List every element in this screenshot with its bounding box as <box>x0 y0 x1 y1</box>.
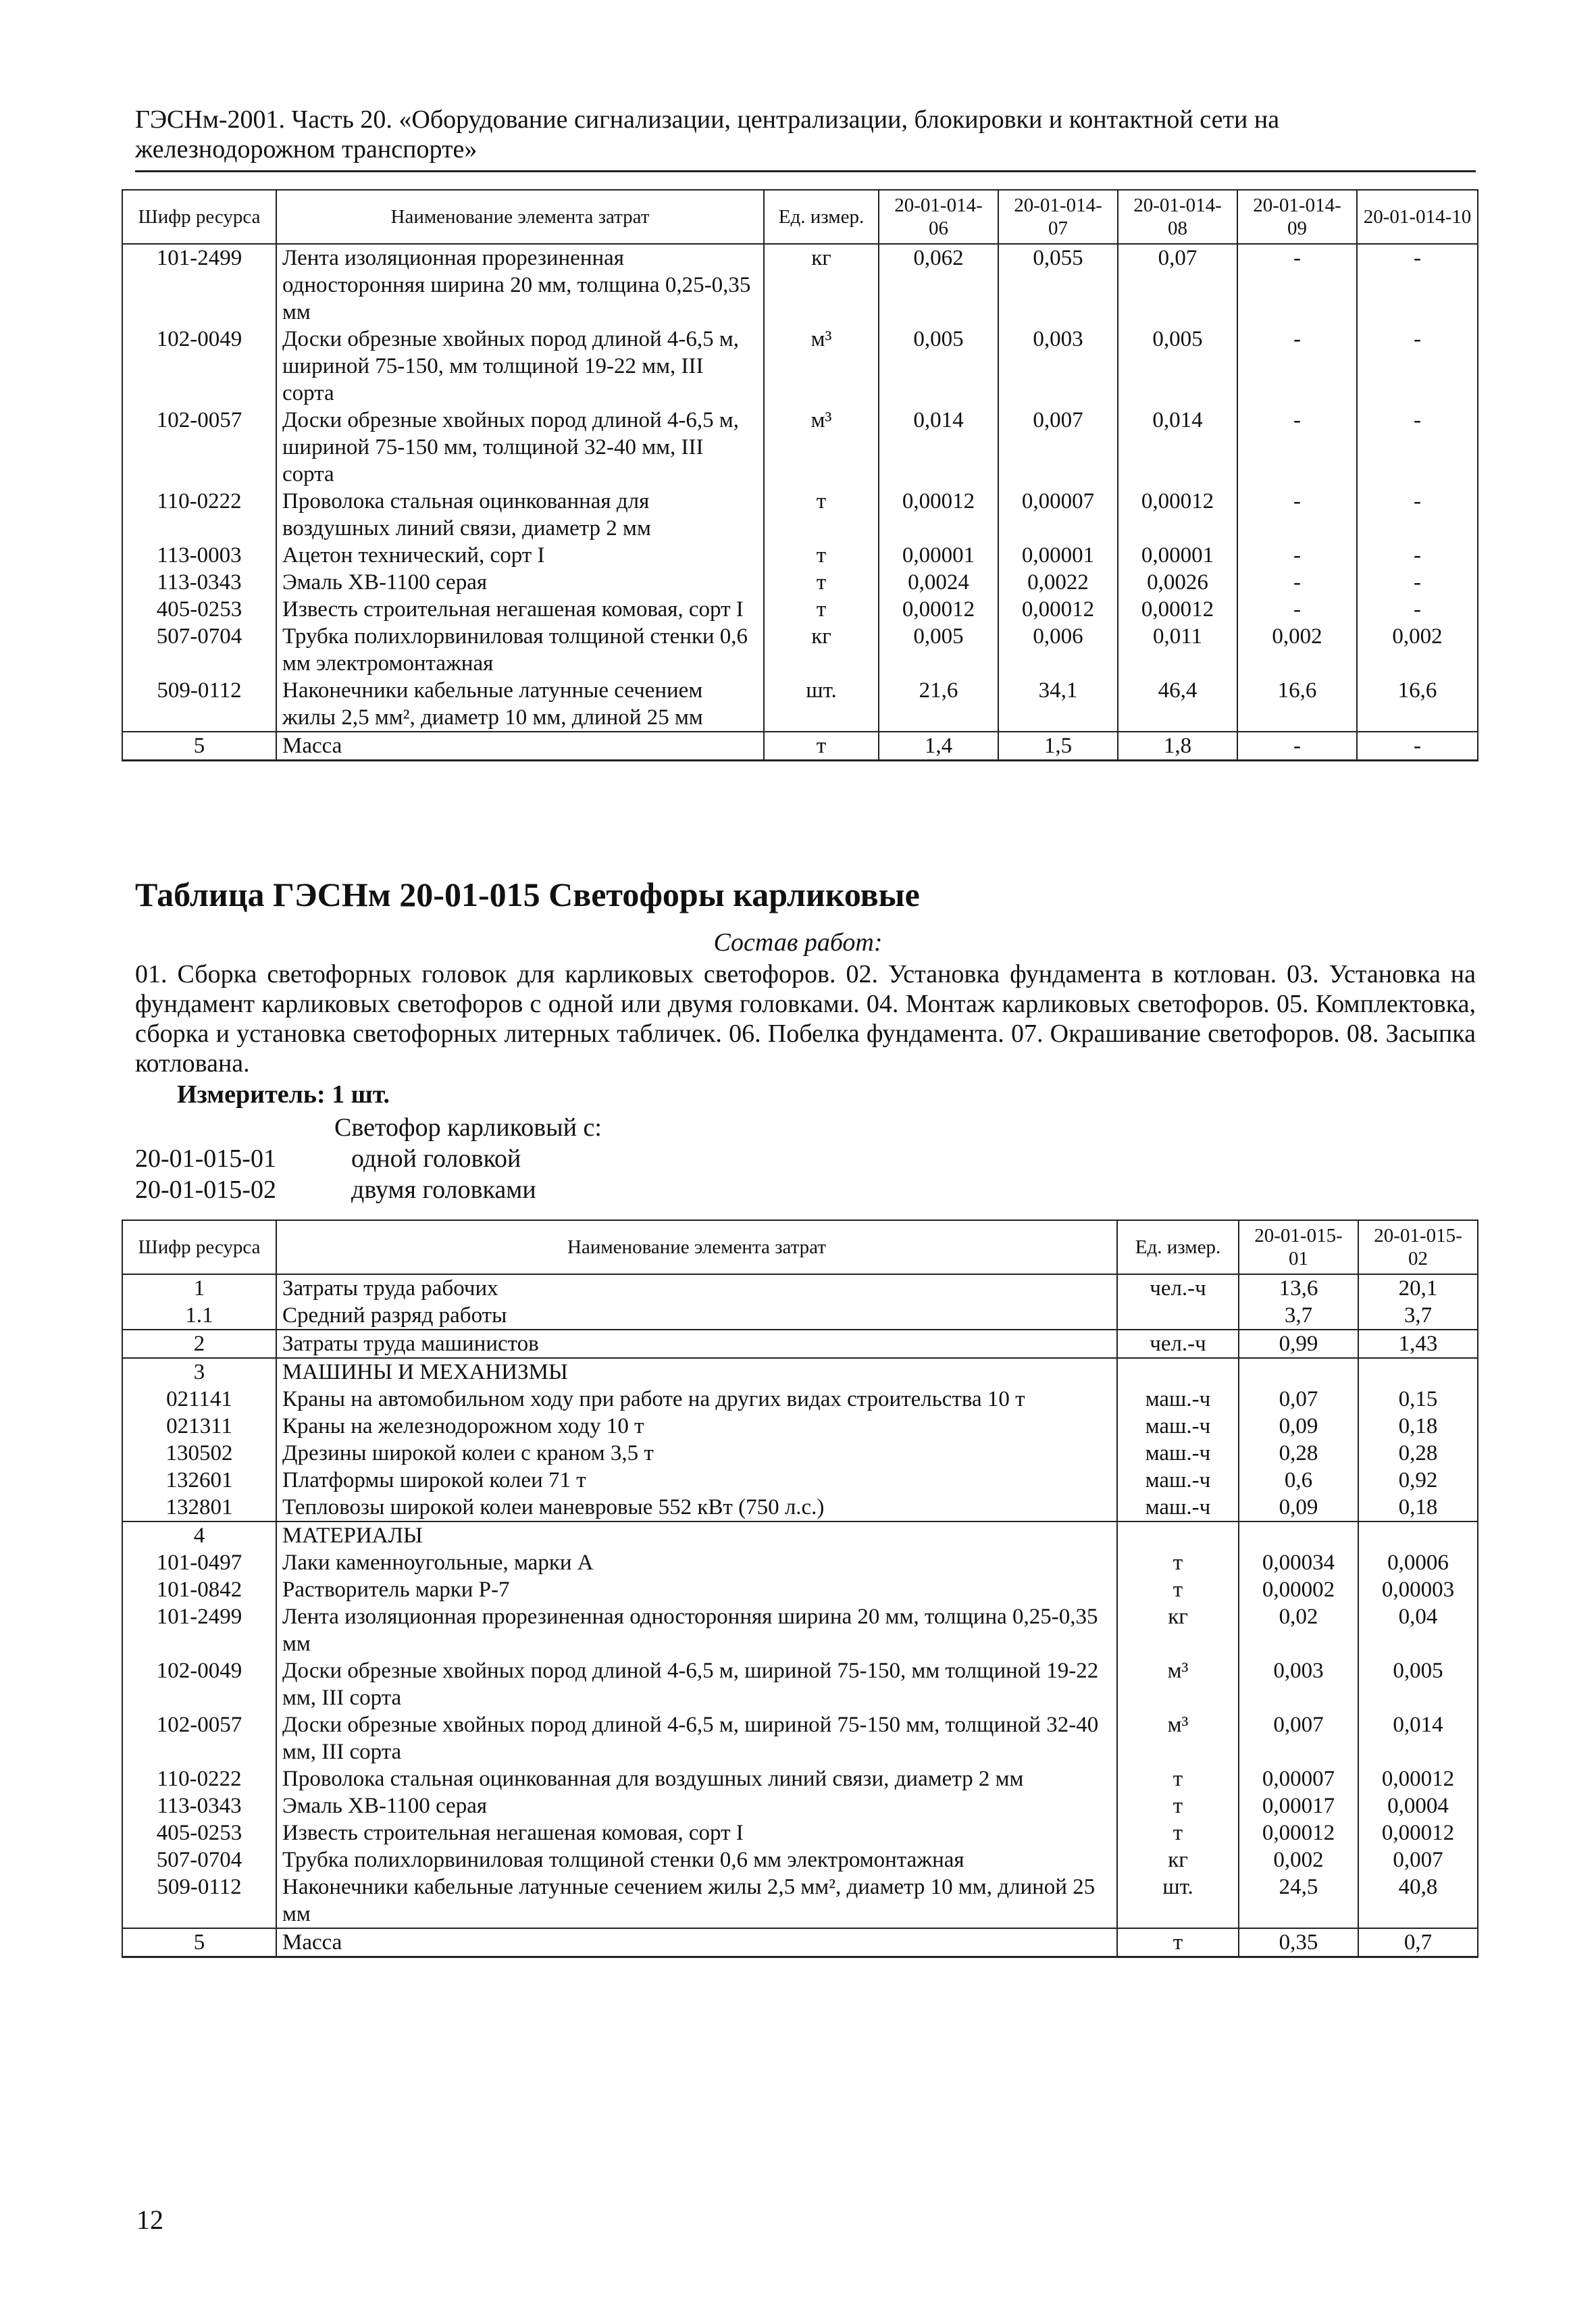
header-line-1: ГЭСНм-2001. Часть 20. «Оборудование сигнализации, централизации, блокировки и контактной сети на <box>135 105 1280 134</box>
row-code: 2 <box>122 1330 276 1358</box>
table-row <box>122 1386 1478 1413</box>
resource-table-014 <box>122 189 1478 761</box>
row-code: 113-0343 <box>122 569 276 596</box>
row-value: 0,00012 <box>1358 1765 1478 1792</box>
row-name: Масса <box>276 732 764 761</box>
table-row <box>122 244 1478 326</box>
row-value: 0,0022 <box>998 569 1118 596</box>
row-name: Проволока стальная оцинкованная для воздушных линий связи, диаметр 2 мм <box>276 1765 1117 1792</box>
row-value: - <box>1357 542 1478 569</box>
row-value: 0,00001 <box>879 542 998 569</box>
row-unit: т <box>1117 1928 1239 1957</box>
row-unit: м³ <box>1117 1711 1239 1765</box>
col-header-val: 20-01-015-02 <box>1358 1220 1478 1274</box>
row-unit: шт. <box>1117 1873 1239 1928</box>
row-value: - <box>1357 732 1478 761</box>
page-number: 12 <box>136 2205 163 2235</box>
row-name: Растворитель марки Р-7 <box>276 1576 1117 1603</box>
row-code: 3 <box>122 1358 276 1386</box>
resource-table-015 <box>122 1219 1478 1958</box>
row-value: 0,005 <box>879 326 998 407</box>
row-value: 0,0024 <box>879 569 998 596</box>
table-row <box>122 596 1478 623</box>
table-row <box>122 1467 1478 1494</box>
row-name: Лаки каменноугольные, марки А <box>276 1549 1117 1576</box>
row-value: - <box>1357 596 1478 623</box>
table-row <box>122 1603 1478 1657</box>
table-row <box>122 407 1478 488</box>
variant-row <box>135 1175 536 1205</box>
col-header-code: Шифр ресурса <box>122 1220 276 1274</box>
row-unit: т <box>1117 1792 1239 1819</box>
variant-label: двумя головками <box>351 1176 536 1204</box>
table-row <box>122 488 1478 542</box>
row-value: - <box>1237 542 1357 569</box>
empty-cell <box>1117 1358 1239 1386</box>
row-unit: кг <box>1117 1846 1239 1873</box>
row-value: 0,15 <box>1358 1386 1478 1413</box>
col-header-name: Наименование элемента затрат <box>276 190 764 244</box>
variant-label: одной головкой <box>351 1145 521 1173</box>
svetofor-caption: Светофор карликовый с: <box>334 1113 602 1142</box>
table-row <box>122 1765 1478 1792</box>
row-value: 16,6 <box>1357 677 1478 732</box>
row-value: 0,00012 <box>1239 1819 1358 1846</box>
row-name: МАТЕРИАЛЫ <box>276 1521 1117 1549</box>
row-name: МАШИНЫ И МЕХАНИЗМЫ <box>276 1358 1117 1386</box>
row-unit: чел.-ч <box>1117 1274 1239 1302</box>
row-value: - <box>1357 569 1478 596</box>
row-value: - <box>1357 488 1478 542</box>
page-header <box>135 105 1476 164</box>
row-value: 0,28 <box>1239 1440 1358 1467</box>
row-unit: т <box>1117 1576 1239 1603</box>
row-name: Наконечники кабельные латунные сечением жилы 2,5 мм², диаметр 10 мм, длиной 25 мм <box>276 1873 1117 1928</box>
row-unit: м³ <box>1117 1657 1239 1711</box>
row-value: 1,43 <box>1358 1330 1478 1358</box>
row-value: - <box>1237 326 1357 407</box>
col-header-val: 20-01-014-09 <box>1237 190 1357 244</box>
row-code: 507-0704 <box>122 623 276 677</box>
row-unit: чел.-ч <box>1117 1330 1239 1358</box>
table-header-row <box>122 190 1478 244</box>
row-name: Затраты труда машинистов <box>276 1330 1117 1358</box>
row-value: 0,011 <box>1118 623 1237 677</box>
row-value: - <box>1357 326 1478 407</box>
table-row <box>122 732 1478 761</box>
row-code: 4 <box>122 1521 276 1549</box>
row-value: 1,4 <box>879 732 998 761</box>
row-unit: т <box>1117 1819 1239 1846</box>
row-unit: т <box>1117 1765 1239 1792</box>
row-value: 0,00002 <box>1239 1576 1358 1603</box>
empty-cell <box>1358 1358 1478 1386</box>
row-unit: кг <box>764 623 879 677</box>
row-code: 110-0222 <box>122 1765 276 1792</box>
table-row <box>122 1873 1478 1928</box>
row-value: 0,04 <box>1358 1603 1478 1657</box>
row-value: 0,0026 <box>1118 569 1237 596</box>
row-value: 0,00012 <box>1118 488 1237 542</box>
table-body <box>122 244 1478 761</box>
table-row <box>122 1792 1478 1819</box>
row-code: 509-0112 <box>122 1873 276 1928</box>
row-name: Масса <box>276 1928 1117 1957</box>
row-unit: кг <box>764 244 879 326</box>
row-value: 0,00012 <box>998 596 1118 623</box>
row-value: 21,6 <box>879 677 998 732</box>
row-code: 101-0497 <box>122 1549 276 1576</box>
row-value: 0,00007 <box>998 488 1118 542</box>
row-value: 0,7 <box>1358 1928 1478 1957</box>
row-unit: м³ <box>764 407 879 488</box>
row-name: Тепловозы широкой колеи маневровые 552 кВт (750 л.с.) <box>276 1494 1117 1521</box>
col-header-unit: Ед. измер. <box>764 190 879 244</box>
table-header-row <box>122 1220 1478 1274</box>
row-unit: маш.-ч <box>1117 1467 1239 1494</box>
variant-row <box>135 1144 521 1174</box>
row-code: 507-0704 <box>122 1846 276 1873</box>
row-code: 1 <box>122 1274 276 1302</box>
row-value: 0,007 <box>1239 1711 1358 1765</box>
col-header-val: 20-01-014-06 <box>879 190 998 244</box>
row-unit: м³ <box>764 326 879 407</box>
row-value: 0,92 <box>1358 1467 1478 1494</box>
table-row <box>122 1302 1478 1330</box>
row-code: 101-2499 <box>122 244 276 326</box>
row-code: 102-0049 <box>122 1657 276 1711</box>
row-value: 0,062 <box>879 244 998 326</box>
row-value: 0,0006 <box>1358 1549 1478 1576</box>
row-unit: маш.-ч <box>1117 1440 1239 1467</box>
col-header-val: 20-01-014-08 <box>1118 190 1237 244</box>
row-value: 0,00007 <box>1239 1765 1358 1792</box>
row-name: Лента изоляционная прорезиненная односторонняя ширина 20 мм, толщина 0,25-0,35 мм <box>276 244 764 326</box>
row-value: - <box>1237 244 1357 326</box>
row-value: 0,003 <box>998 326 1118 407</box>
row-value: 0,002 <box>1237 623 1357 677</box>
row-value: 0,00001 <box>1118 542 1237 569</box>
row-value: 0,007 <box>998 407 1118 488</box>
table-row <box>122 1330 1478 1358</box>
row-value: - <box>1237 407 1357 488</box>
row-value: 0,00012 <box>1118 596 1237 623</box>
row-code: 132801 <box>122 1494 276 1521</box>
row-value: 1,5 <box>998 732 1118 761</box>
row-value: 0,07 <box>1239 1386 1358 1413</box>
empty-cell <box>1239 1358 1358 1386</box>
row-value: 0,014 <box>1118 407 1237 488</box>
row-code: 021141 <box>122 1386 276 1413</box>
row-value: 0,002 <box>1357 623 1478 677</box>
header-rule <box>135 170 1476 172</box>
row-code: 405-0253 <box>122 1819 276 1846</box>
works-description: 01. Сборка светофорных головок для карликовых светофоров. 02. Установка фундамента в котлован. 03. Установка на фундамент карликовых светофоров с одной или двумя головками. 04. Монтаж карликовых светофоров. 05. Комплектовка, сборка и установка светофорных литерных табличек. 06. Побелка фундамента. 07. Окрашивание светофоров. 08. Засыпка котлована. <box>135 960 1476 1078</box>
row-name: Трубка полихлорвиниловая толщиной стенки 0,6 мм электромонтажная <box>276 623 764 677</box>
row-code: 405-0253 <box>122 596 276 623</box>
row-value: 0,005 <box>1358 1657 1478 1711</box>
row-code: 021311 <box>122 1413 276 1440</box>
row-value: 0,00003 <box>1358 1576 1478 1603</box>
row-name: Дрезины широкой колеи с краном 3,5 т <box>276 1440 1117 1467</box>
table-row <box>122 1358 1478 1386</box>
row-value: - <box>1237 732 1357 761</box>
row-value: 0,6 <box>1239 1467 1358 1494</box>
row-value: 3,7 <box>1239 1302 1358 1330</box>
row-value: 40,8 <box>1358 1873 1478 1928</box>
col-header-unit: Ед. измер. <box>1117 1220 1239 1274</box>
row-name: Доски обрезные хвойных пород длиной 4-6,5 м, шириной 75-150 мм, толщиной 32-40 мм, III сорта <box>276 1711 1117 1765</box>
row-name: Эмаль ХВ-1100 серая <box>276 569 764 596</box>
row-unit: шт. <box>764 677 879 732</box>
row-value: 0,18 <box>1358 1413 1478 1440</box>
row-name: Краны на автомобильном ходу при работе на других видах строительства 10 т <box>276 1386 1117 1413</box>
row-name: Доски обрезные хвойных пород длиной 4-6,5 м, шириной 75-150, мм толщиной 19-22 мм, III сорта <box>276 1657 1117 1711</box>
row-unit: маш.-ч <box>1117 1413 1239 1440</box>
row-name: Эмаль ХВ-1100 серая <box>276 1792 1117 1819</box>
row-value: 46,4 <box>1118 677 1237 732</box>
row-unit: т <box>764 596 879 623</box>
row-unit: т <box>764 488 879 542</box>
row-value: 3,7 <box>1358 1302 1478 1330</box>
row-value: - <box>1357 407 1478 488</box>
row-name: Известь строительная негашеная комовая, сорт I <box>276 596 764 623</box>
row-value: 13,6 <box>1239 1274 1358 1302</box>
row-name: Средний разряд работы <box>276 1302 1117 1330</box>
table-row <box>122 1711 1478 1765</box>
row-name: Доски обрезные хвойных пород длиной 4-6,5 м, шириной 75-150, мм толщиной 19-22 мм, III сорта <box>276 326 764 407</box>
row-value: - <box>1357 244 1478 326</box>
col-header-name: Наименование элемента затрат <box>276 1220 1117 1274</box>
row-code: 110-0222 <box>122 488 276 542</box>
table-row <box>122 326 1478 407</box>
row-code: 130502 <box>122 1440 276 1467</box>
row-code: 5 <box>122 1928 276 1957</box>
row-name: Затраты труда рабочих <box>276 1274 1117 1302</box>
row-value: 0,007 <box>1358 1846 1478 1873</box>
row-code: 102-0057 <box>122 407 276 488</box>
table-row <box>122 1413 1478 1440</box>
row-value: 0,09 <box>1239 1494 1358 1521</box>
row-code: 102-0057 <box>122 1711 276 1765</box>
row-value: 0,18 <box>1358 1494 1478 1521</box>
variant-code: 20-01-015-02 <box>135 1176 276 1204</box>
row-value: 0,00001 <box>998 542 1118 569</box>
row-value: 24,5 <box>1239 1873 1358 1928</box>
row-code: 1.1 <box>122 1302 276 1330</box>
row-value: 0,00012 <box>1358 1819 1478 1846</box>
row-unit: т <box>764 732 879 761</box>
row-value: 0,02 <box>1239 1603 1358 1657</box>
header-line-2: железнодорожном транспорте» <box>135 135 478 164</box>
col-header-val: 20-01-014-10 <box>1357 190 1478 244</box>
row-name: Трубка полихлорвиниловая толщиной стенки 0,6 мм электромонтажная <box>276 1846 1117 1873</box>
works-subtitle: Состав работ: <box>713 928 883 957</box>
row-value: 0,003 <box>1239 1657 1358 1711</box>
table-row <box>122 1440 1478 1467</box>
empty-cell <box>1117 1521 1239 1549</box>
row-value: 34,1 <box>998 677 1118 732</box>
row-value: 20,1 <box>1358 1274 1478 1302</box>
row-value: 0,005 <box>879 623 998 677</box>
row-value: - <box>1237 569 1357 596</box>
row-code: 5 <box>122 732 276 761</box>
row-name: Краны на железнодорожном ходу 10 т <box>276 1413 1117 1440</box>
table-row <box>122 1846 1478 1873</box>
section-title: Таблица ГЭСНм 20-01-015 Светофоры карликовые <box>135 876 920 913</box>
variant-code: 20-01-015-01 <box>135 1145 276 1173</box>
row-value: - <box>1237 596 1357 623</box>
col-header-val: 20-01-014-07 <box>998 190 1118 244</box>
row-value: 0,09 <box>1239 1413 1358 1440</box>
row-name: Платформы широкой колеи 71 т <box>276 1467 1117 1494</box>
row-value: 0,014 <box>879 407 998 488</box>
table-body <box>122 1274 1478 1957</box>
row-unit: маш.-ч <box>1117 1386 1239 1413</box>
row-code: 509-0112 <box>122 677 276 732</box>
col-header-code: Шифр ресурса <box>122 190 276 244</box>
row-unit: кг <box>1117 1603 1239 1657</box>
table-row <box>122 1819 1478 1846</box>
row-name: Ацетон технический, сорт I <box>276 542 764 569</box>
table-row <box>122 1576 1478 1603</box>
table-row <box>122 623 1478 677</box>
row-value: 0,00012 <box>879 488 998 542</box>
row-value: 0,99 <box>1239 1330 1358 1358</box>
table-row <box>122 569 1478 596</box>
row-name: Наконечники кабельные латунные сечением жилы 2,5 мм², диаметр 10 мм, длиной 25 мм <box>276 677 764 732</box>
empty-cell <box>1358 1521 1478 1549</box>
row-unit <box>1117 1302 1239 1330</box>
row-value: 0,00012 <box>879 596 998 623</box>
row-value: 16,6 <box>1237 677 1357 732</box>
row-value: 0,014 <box>1358 1711 1478 1765</box>
row-name: Доски обрезные хвойных пород длиной 4-6,5 м, шириной 75-150 мм, толщиной 32-40 мм, III сорта <box>276 407 764 488</box>
row-code: 101-2499 <box>122 1603 276 1657</box>
row-unit: т <box>1117 1549 1239 1576</box>
col-header-val: 20-01-015-01 <box>1239 1220 1358 1274</box>
table-row <box>122 1657 1478 1711</box>
row-code: 113-0003 <box>122 542 276 569</box>
row-unit: маш.-ч <box>1117 1494 1239 1521</box>
empty-cell <box>1239 1521 1358 1549</box>
row-code: 102-0049 <box>122 326 276 407</box>
row-value: 1,8 <box>1118 732 1237 761</box>
table-row <box>122 1928 1478 1957</box>
table-row <box>122 1274 1478 1302</box>
row-value: 0,35 <box>1239 1928 1358 1957</box>
row-name: Проволока стальная оцинкованная для воздушных линий связи, диаметр 2 мм <box>276 488 764 542</box>
table-row <box>122 677 1478 732</box>
row-value: 0,0004 <box>1358 1792 1478 1819</box>
row-value: 0,002 <box>1239 1846 1358 1873</box>
table-row <box>122 1549 1478 1576</box>
row-code: 132601 <box>122 1467 276 1494</box>
table-row <box>122 1521 1478 1549</box>
row-value: 0,055 <box>998 244 1118 326</box>
row-unit: т <box>764 569 879 596</box>
row-code: 101-0842 <box>122 1576 276 1603</box>
row-name: Лента изоляционная прорезиненная односторонняя ширина 20 мм, толщина 0,25-0,35 мм <box>276 1603 1117 1657</box>
table-row <box>122 1494 1478 1521</box>
row-value: 0,005 <box>1118 326 1237 407</box>
row-code: 113-0343 <box>122 1792 276 1819</box>
table-row <box>122 542 1478 569</box>
measure-unit: Измеритель: 1 шт. <box>177 1080 390 1109</box>
row-name: Известь строительная негашеная комовая, сорт I <box>276 1819 1117 1846</box>
row-value: 0,00017 <box>1239 1792 1358 1819</box>
row-value: 0,28 <box>1358 1440 1478 1467</box>
row-value: - <box>1237 488 1357 542</box>
row-value: 0,00034 <box>1239 1549 1358 1576</box>
row-value: 0,006 <box>998 623 1118 677</box>
row-unit: т <box>764 542 879 569</box>
row-value: 0,07 <box>1118 244 1237 326</box>
